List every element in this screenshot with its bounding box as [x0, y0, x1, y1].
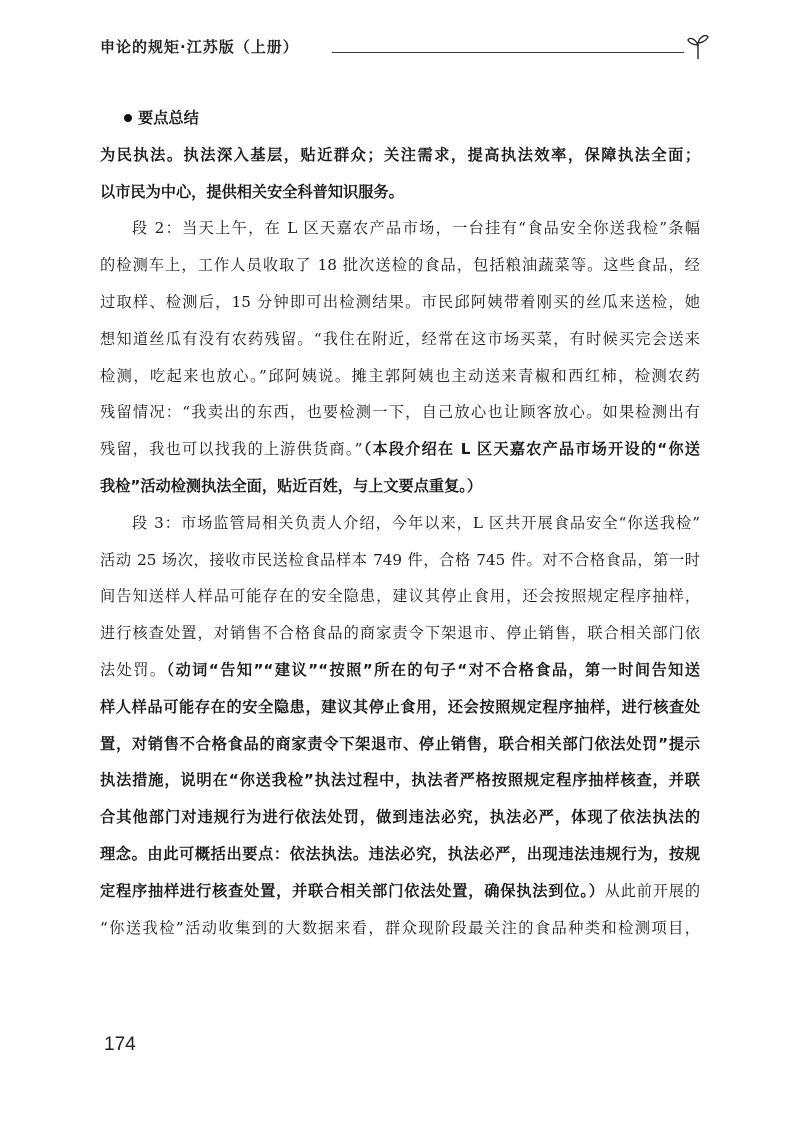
annotation-text: （动词“告知”“建议”“按照”所在的句子“对不合格食品，第一时间告知送: [166, 660, 700, 679]
summary-line: 为民执法。执法深入基层，贴近群众；关注需求，提高执法效率，保障执法全面；: [100, 145, 700, 164]
summary-line: 以市民为中心，提供相关安全科普知识服务。: [100, 182, 404, 201]
paragraph-line: 的检测车上，工作人员收取了 18 批次送检的食品，包括粮油蔬菜等。这些食品，经: [100, 256, 700, 275]
paragraph-line: “你送我检”活动收集到的大数据来看，群众现阶段最关注的食品种类和检测项目，: [100, 918, 700, 937]
paragraph-line: 法处罚。（动词“告知”“建议”“按照”所在的句子“对不合格食品，第一时间告知送: [100, 660, 700, 679]
paragraph-line: 进行核查处置，对销售不合格食品的商家责令下架退市、停止销售，联合相关部门依: [100, 624, 700, 643]
paragraph-line: 过取样、检测后，15 分钟即可出检测结果。市民邱阿姨带着刚买的丝瓜来送检，她: [100, 292, 700, 311]
summary-heading: 要点总结: [100, 100, 700, 137]
header-rule: [332, 52, 684, 53]
page-number: 174: [104, 1034, 136, 1055]
paragraph-line: 残留情况：“我卖出的东西，也要检测一下，自己放心也让顾客放心。如果检测出有: [100, 403, 700, 422]
annotation-line: 执法措施，说明在“你送我检”执法过程中，执法者严格按照规定程序抽样核查，并联: [100, 771, 700, 790]
annotation-line: 置，对销售不合格食品的商家责令下架退市、停止销售，联合相关部门依法处罚”提示: [100, 734, 700, 753]
sprout-icon: [686, 32, 710, 60]
annotation-text: 定程序抽样进行核查处置，并联合相关部门依法处置，确保执法到位。）: [100, 881, 605, 900]
annotation-text: （本段介绍在 L 区天嘉农产品市场开设的“你送: [362, 440, 700, 459]
annotation-line: 样人样品可能存在的安全隐患，建议其停止食用，还会按照规定程序抽样，进行核查处: [100, 697, 700, 716]
paragraph-line: 段 3：市场监管局相关负责人介绍，今年以来，L 区共开展食品安全“你送我检”: [132, 513, 700, 532]
annotation-line: 理念。由此可概括出要点：依法执法。违法必究，执法必严，出现违法违规行为，按规: [100, 844, 700, 863]
book-title: 申论的规矩·江苏版（上册）: [100, 38, 299, 56]
paragraph-line: 想知道丝瓜有没有农药残留。“我住在附近，经常在这市场买菜，有时候买完会送来: [100, 329, 700, 348]
paragraph-line: 活动 25 场次，接收市民送检食品样本 749 件，合格 745 件。对不合格食品，第一时: [100, 550, 700, 569]
paragraph-line: 间告知送样人样品可能存在的安全隐患，建议其停止食用，还会按照规定程序抽样，: [100, 587, 700, 606]
running-header: [100, 30, 710, 62]
page-body: [100, 100, 700, 946]
annotation-line: 合其他部门对违规行为进行依法处罚，做到违法必究，执法必严，体现了依法执法的: [100, 808, 700, 827]
paragraph-line: 段 2：当天上午，在 L 区天嘉农产品市场，一台挂有“食品安全你送我检”条幅: [132, 219, 700, 238]
bullet-icon: [124, 114, 132, 122]
paragraph-line: 检测，吃起来也放心。”邱阿姨说。摊主郭阿姨也主动送来青椒和西红柿，检测农药: [100, 366, 700, 385]
annotation-line: 我检”活动检测执法全面，贴近百姓，与上文要点重复。）: [100, 476, 483, 495]
paragraph-line: 定程序抽样进行核查处置，并联合相关部门依法处置，确保执法到位。）从此前开展的: [100, 881, 700, 900]
paragraph-line: 残留，我也可以找我的上游供货商。”（本段介绍在 L 区天嘉农产品市场开设的“你送: [100, 440, 700, 459]
